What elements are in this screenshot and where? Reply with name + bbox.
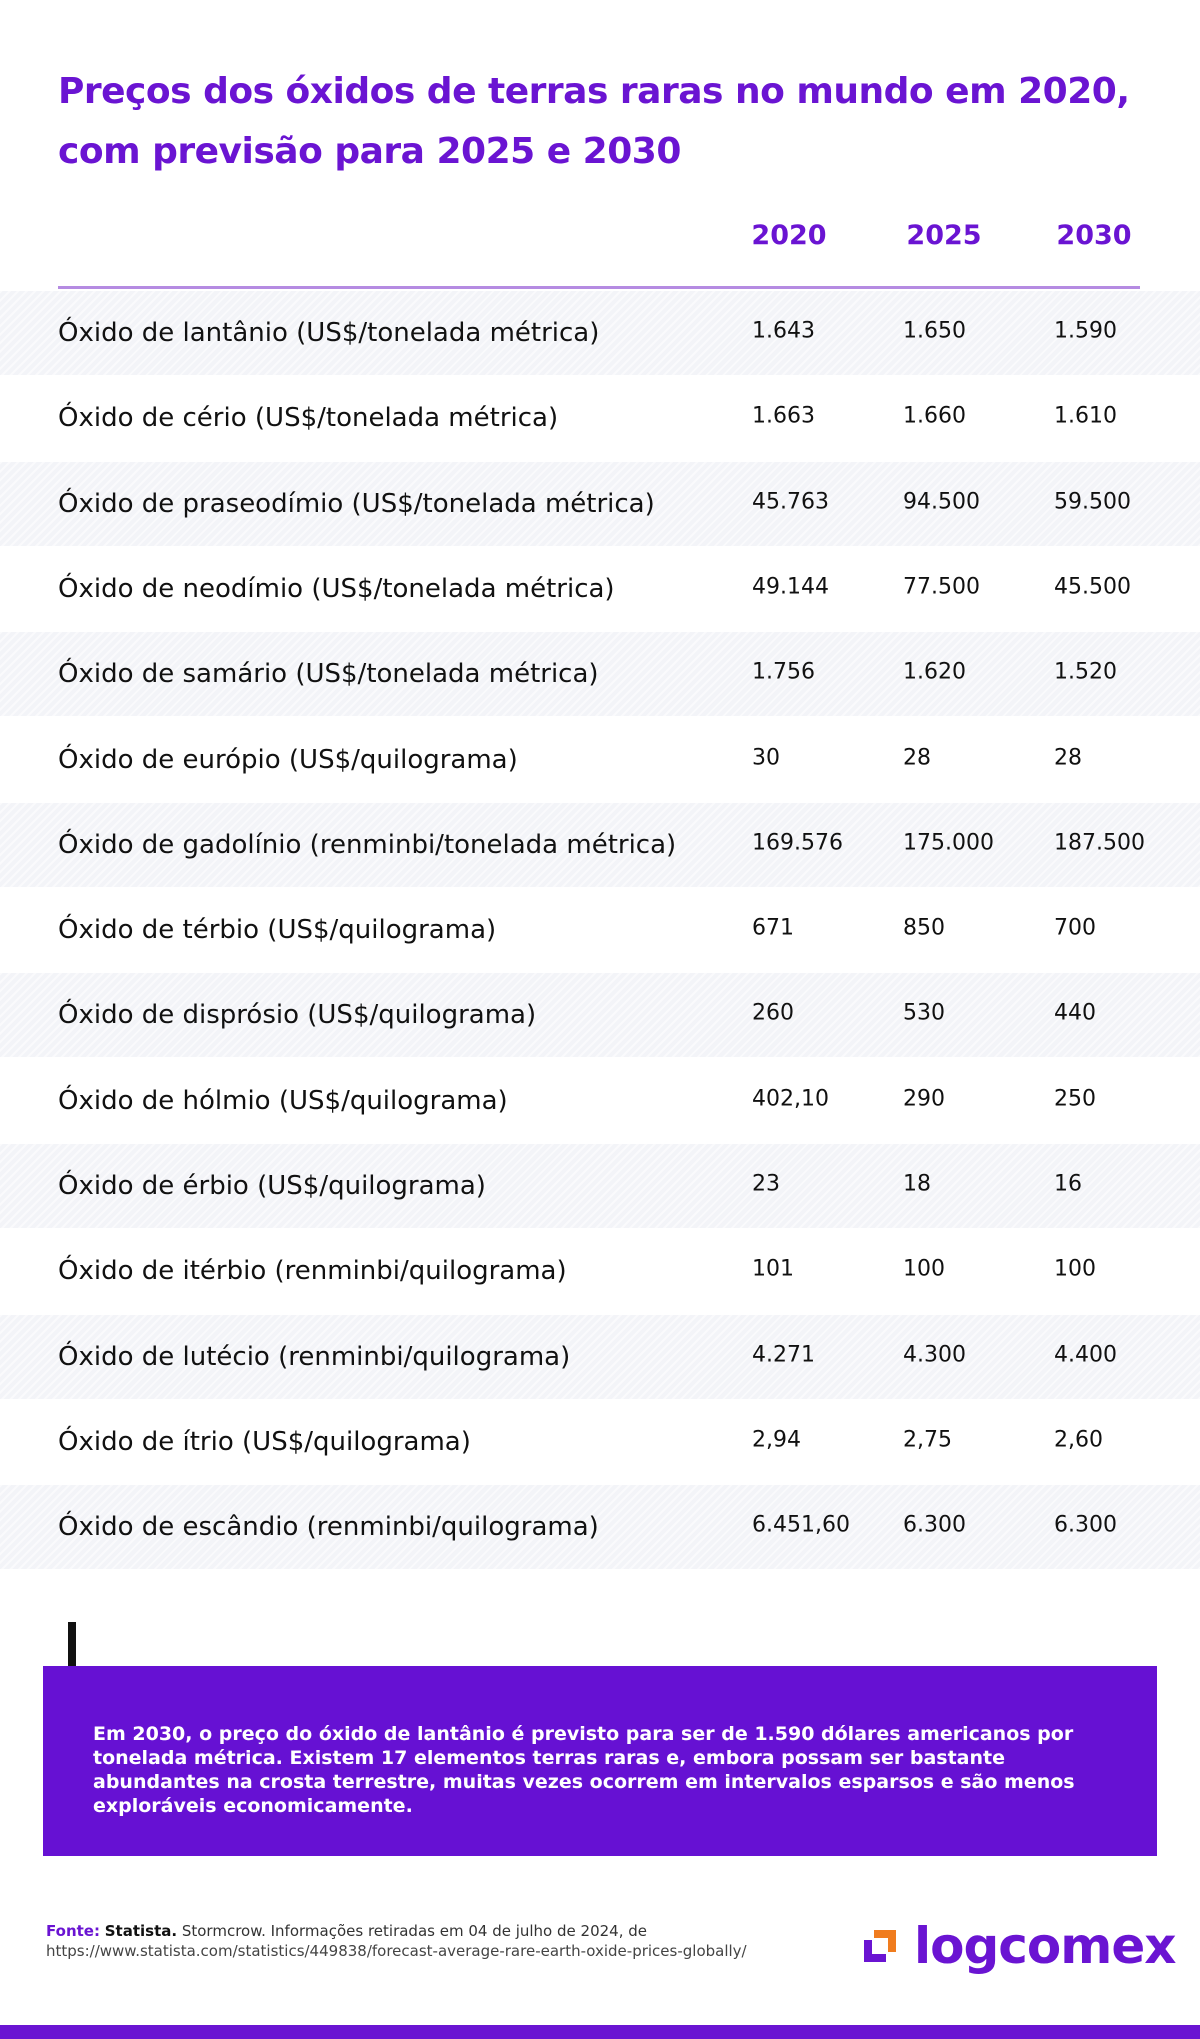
row-label: Óxido de praseodímio (US$/tonelada métrica) (58, 489, 655, 519)
row-label: Óxido de hólmio (US$/quilograma) (58, 1086, 508, 1116)
value-2030: 700 (1054, 915, 1096, 941)
table-row (0, 803, 1200, 887)
value-2025: 77.500 (903, 574, 980, 600)
row-label: Óxido de neodímio (US$/tonelada métrica) (58, 574, 615, 604)
title-line-2: com previsão para 2025 e 2030 (58, 131, 681, 172)
row-label: Óxido de samário (US$/tonelada métrica) (58, 659, 599, 689)
value-2025: 1.620 (903, 659, 966, 685)
value-2020: 1.643 (752, 318, 815, 344)
value-2030: 16 (1054, 1171, 1082, 1197)
row-label: Óxido de gadolínio (renminbi/tonelada métrica) (58, 830, 677, 860)
logcomex-logo (858, 1916, 1176, 1976)
row-label: Óxido de disprósio (US$/quilograma) (58, 1000, 537, 1030)
source-name: Statista. (104, 1922, 178, 1940)
bottom-band (0, 2025, 1200, 2039)
value-2020: 2,94 (752, 1427, 801, 1453)
note-box (43, 1666, 1157, 1856)
table-row (0, 1059, 1200, 1143)
table-row (0, 1400, 1200, 1484)
title-line-1: Preços dos óxidos de terras raras no mundo em 2020, (58, 71, 1130, 112)
table-row (0, 462, 1200, 546)
column-header-2020: 2020 (751, 220, 827, 251)
row-label: Óxido de lutécio (renminbi/quilograma) (58, 1342, 571, 1372)
row-label: Óxido de cério (US$/tonelada métrica) (58, 403, 559, 433)
value-2025: 1.650 (903, 318, 966, 344)
table-row (0, 1315, 1200, 1399)
column-header-2030: 2030 (1056, 220, 1132, 251)
row-label: Óxido de térbio (US$/quilograma) (58, 915, 497, 945)
value-2030: 1.610 (1054, 403, 1117, 429)
value-2025: 2,75 (903, 1427, 952, 1453)
value-2030: 440 (1054, 1000, 1096, 1026)
note-text: Em 2030, o preço do óxido de lantânio é previsto para ser de 1.590 dólares americanos por tonelada métrica. Existem 17 elementos terras raras e, embora possam ser bastante abundantes na crosta terrestre, muitas vezes ocorrem em intervalos esparsos e são menos exploráveis economicamente. (93, 1723, 1075, 1817)
value-2020: 1.663 (752, 403, 815, 429)
value-2020: 30 (752, 745, 780, 771)
table-row (0, 888, 1200, 972)
value-2025: 100 (903, 1256, 945, 1282)
source-url: https://www.statista.com/statistics/449838/forecast-average-rare-earth-oxide-prices-globally/ (46, 1942, 747, 1960)
value-2030: 1.520 (1054, 659, 1117, 685)
value-2020: 23 (752, 1171, 780, 1197)
value-2020: 169.576 (752, 830, 843, 856)
logcomex-mark-icon (860, 1926, 900, 1966)
value-2030: 6.300 (1054, 1512, 1117, 1538)
value-2025: 1.660 (903, 403, 966, 429)
value-2020: 260 (752, 1000, 794, 1026)
table-row (0, 547, 1200, 631)
value-2030: 1.590 (1054, 318, 1117, 344)
row-label: Óxido de itérbio (renminbi/quilograma) (58, 1256, 567, 1286)
value-2025: 6.300 (903, 1512, 966, 1538)
value-2025: 94.500 (903, 489, 980, 515)
value-2030: 59.500 (1054, 489, 1131, 515)
value-2025: 28 (903, 745, 931, 771)
table-row (0, 1485, 1200, 1569)
value-2030: 187.500 (1054, 830, 1145, 856)
table-row (0, 632, 1200, 716)
value-2020: 671 (752, 915, 794, 941)
table-row (0, 973, 1200, 1057)
value-2030: 100 (1054, 1256, 1096, 1282)
value-2030: 45.500 (1054, 574, 1131, 600)
value-2020: 6.451,60 (752, 1512, 850, 1538)
value-2025: 4.300 (903, 1342, 966, 1368)
value-2030: 28 (1054, 745, 1082, 771)
value-2025: 850 (903, 915, 945, 941)
row-label: Óxido de európio (US$/quilograma) (58, 745, 518, 775)
table-row (0, 1229, 1200, 1313)
row-label: Óxido de érbio (US$/quilograma) (58, 1171, 486, 1201)
value-2020: 101 (752, 1256, 794, 1282)
table-row (0, 1144, 1200, 1228)
value-2020: 49.144 (752, 574, 829, 600)
value-2020: 4.271 (752, 1342, 815, 1368)
logo-text: logcomex (914, 1917, 1176, 1975)
value-2025: 18 (903, 1171, 931, 1197)
row-label: Óxido de ítrio (US$/quilograma) (58, 1427, 471, 1457)
value-2020: 402,10 (752, 1086, 829, 1112)
value-2025: 530 (903, 1000, 945, 1026)
value-2030: 2,60 (1054, 1427, 1103, 1453)
source-label: Fonte: (46, 1922, 100, 1940)
source-text: Stormcrow. Informações retiradas em 04 de julho de 2024, de (177, 1922, 647, 1940)
value-2030: 250 (1054, 1086, 1096, 1112)
row-label: Óxido de escândio (renminbi/quilograma) (58, 1512, 599, 1542)
value-2025: 290 (903, 1086, 945, 1112)
value-2020: 45.763 (752, 489, 829, 515)
value-2025: 175.000 (903, 830, 994, 856)
row-label: Óxido de lantânio (US$/tonelada métrica) (58, 318, 600, 348)
column-header-2025: 2025 (906, 220, 982, 251)
table-row (0, 376, 1200, 460)
table-row (0, 291, 1200, 375)
value-2030: 4.400 (1054, 1342, 1117, 1368)
source-citation (46, 1921, 846, 1961)
value-2020: 1.756 (752, 659, 815, 685)
table-row (0, 718, 1200, 802)
